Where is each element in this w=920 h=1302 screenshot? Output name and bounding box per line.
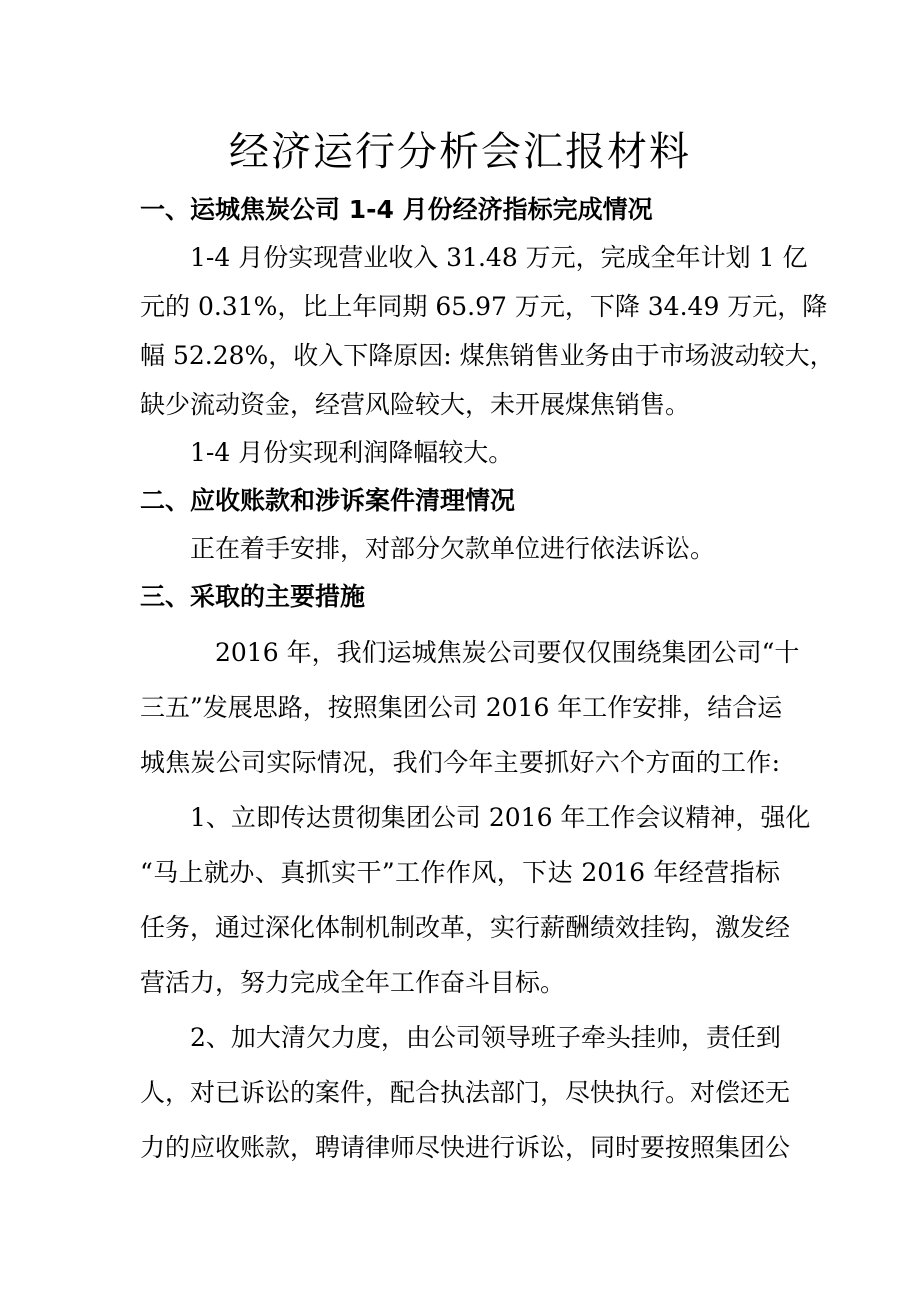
paragraph-line: 城焦炭公司实际情况，我们今年主要抓好六个方面的工作: [140,748,780,777]
paragraph-line: 缺少流动资金，经营风险较大，未开展煤焦销售。 [140,390,691,419]
paragraph-line: 三五”发展思路，按照集团公司 2016 年工作安排，结合运 [140,693,783,722]
paragraph-line: 1-4 月份实现利润降幅较大。 [190,438,514,467]
document-title: 经济运行分析会汇报材料 [229,129,691,175]
paragraph-line: 2、加大清欠力度，由公司领导班子牵头挂帅，责任到 [190,1023,781,1052]
paragraph-line: 营活力，努力完成全年工作奋斗目标。 [140,968,566,997]
paragraph-line: “马上就办、真抓实干”工作作风，下达 2016 年经营指标 [140,858,780,887]
paragraph-line: 1、立即传达贯彻集团公司 2016 年工作会议精神，强化 [190,803,811,832]
section-heading-1: 一、运城焦炭公司 1-4 月份经济指标完成情况 [140,195,653,224]
paragraph-line: 2016 年，我们运城焦炭公司要仅仅围绕集团公司“十 [215,638,800,667]
paragraph-line: 任务，通过深化体制机制改革，实行薪酬绩效挂钩，激发经 [140,913,791,942]
section-heading-2: 二、应收账款和涉诉案件清理情况 [140,486,516,515]
paragraph-line: 力的应收账款，聘请律师尽快进行诉讼，同时要按照集团公 [140,1133,791,1162]
paragraph-line: 人，对已诉讼的案件，配合执法部门，尽快执行。对偿还无 [140,1078,791,1107]
section-heading-3: 三、采取的主要措施 [140,582,366,611]
paragraph-line: 元的 0.31%，比上年同期 65.97 万元，下降 34.49 万元，降 [140,292,828,321]
paragraph-line: 1-4 月份实现营业收入 31.48 万元，完成全年计划 1 亿 [190,243,808,272]
paragraph-line: 正在着手安排，对部分欠款单位进行依法诉讼。 [190,534,716,563]
paragraph-line: 幅 52.28%，收入下降原因: 煤焦销售业务由于市场波动较大， [140,341,835,370]
